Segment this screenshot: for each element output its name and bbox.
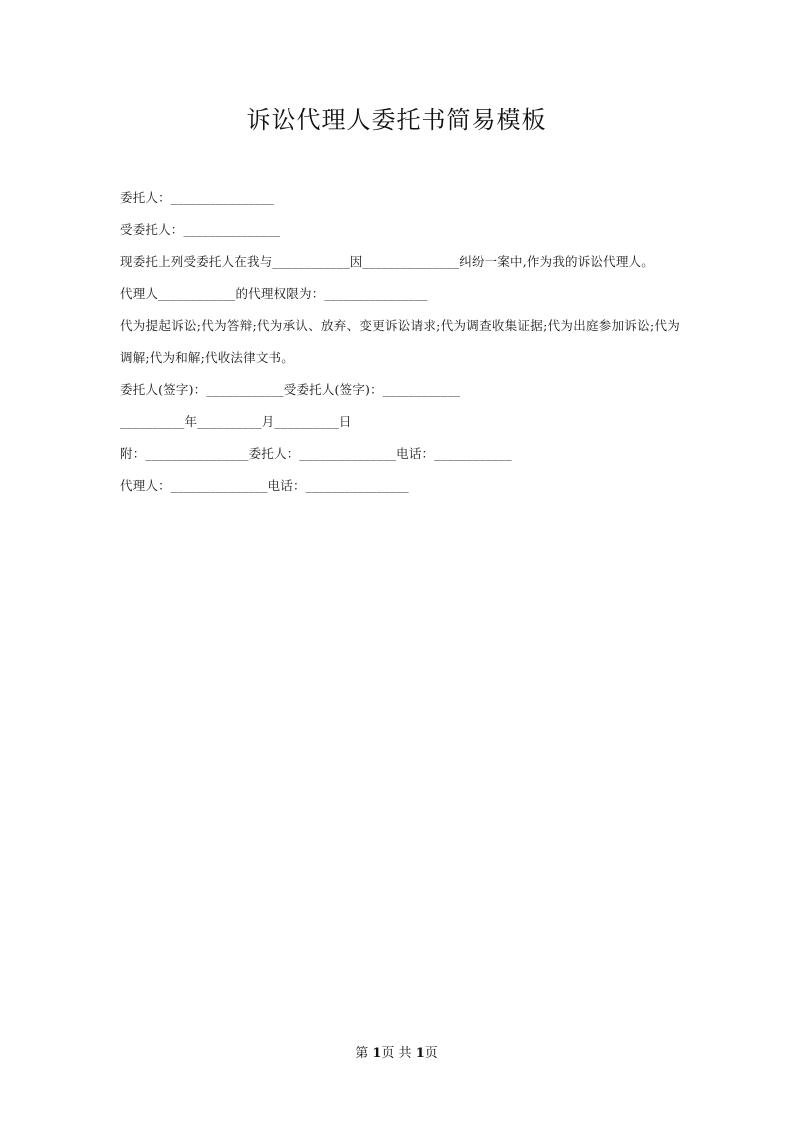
document-title: 诉讼代理人委托书简易模板 xyxy=(246,106,547,134)
principal-line: 委托人：________________ xyxy=(120,190,275,205)
footer-suffix: 页 xyxy=(424,1046,438,1061)
footer-page-total: 1 xyxy=(415,1046,425,1061)
authority-scope-text: 代为提起诉讼;代为答辩;代为承认、放弃、变更诉讼请求;代为调查收集证据;代为出庭参加诉讼;代为调解;代为和解;代收法律文书。 xyxy=(120,318,680,365)
footer-middle: 页 共 xyxy=(381,1046,416,1061)
date-line: __________年__________月__________日 xyxy=(120,414,352,429)
footer-prefix: 第 xyxy=(355,1046,373,1061)
agent-line: 受委托人：_______________ xyxy=(120,222,281,237)
footer-page-current: 1 xyxy=(372,1046,382,1061)
agent-contact-line: 代理人：_______________电话：________________ xyxy=(120,478,409,493)
signature-line: 委托人(签字)：____________受委托人(签字)：____________ xyxy=(120,382,461,397)
entrustment-statement: 现委托上列受委托人在我与____________因_______________纠纷一案中,作为我的诉讼代理人。 xyxy=(120,254,654,269)
document-body xyxy=(120,182,680,502)
page-footer xyxy=(0,1042,793,1061)
agency-authority-line: 代理人____________的代理权限为：________________ xyxy=(120,286,428,301)
appendix-contact-line: 附：________________委托人：_______________电话：____________ xyxy=(120,446,512,461)
